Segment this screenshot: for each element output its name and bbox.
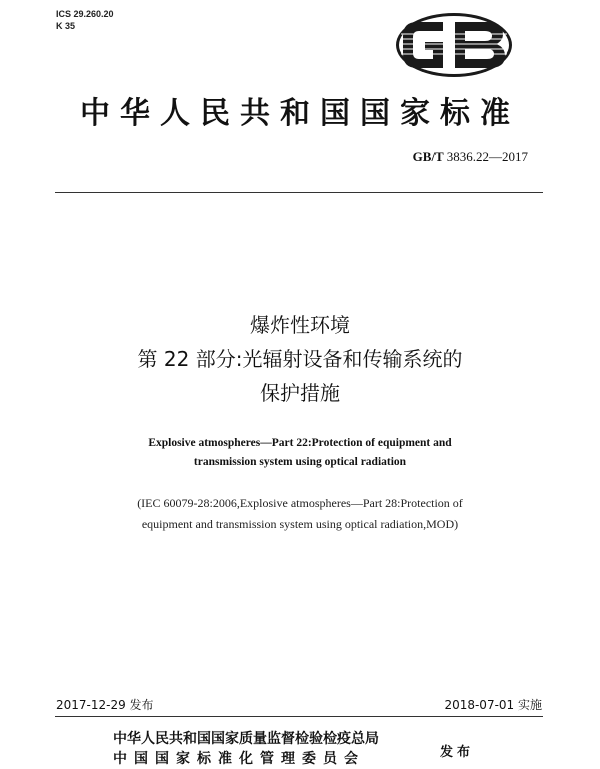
chinese-title xyxy=(0,308,600,410)
issue-date: 2017-12-29 发布 xyxy=(56,698,154,712)
standard-code-prefix: GB/T xyxy=(412,149,444,164)
chinese-title-line-3: 保护措施 xyxy=(260,381,340,405)
standard-number xyxy=(413,149,528,165)
issuer-sac: 中国国家标准化管理委员会 xyxy=(113,751,365,767)
issuer-aqsiq: 中华人民共和国国家质量监督检验检疫总局 xyxy=(113,731,379,747)
ccs-code: K 35 xyxy=(56,21,76,31)
english-title-line-1: Explosive atmospheres—Part 22:Protection of equipment and xyxy=(148,437,452,449)
english-title xyxy=(0,434,600,472)
issued-label: 发布 xyxy=(440,745,475,760)
adoption-note-line-1: (IEC 60079-28:2006,Explosive atmospheres—Part 28:Protection of xyxy=(137,496,463,510)
issuing-organizations xyxy=(113,729,379,769)
chinese-title-line-1: 爆炸性环境 xyxy=(250,313,350,337)
classification-codes xyxy=(56,8,114,32)
adoption-note xyxy=(0,493,600,535)
adoption-note-line-2: equipment and transmission system using optical radiation,MOD) xyxy=(141,517,459,531)
standard-type-title: 中华人民共和国国家标准 xyxy=(80,96,520,131)
chinese-title-line-2: 第 22 部分:光辐射设备和传输系统的 xyxy=(137,347,463,371)
standard-code-number: 3836.22—2017 xyxy=(446,149,528,164)
bottom-divider xyxy=(55,716,543,717)
english-title-line-2: transmission system using optical radiation xyxy=(193,456,407,468)
ics-code: ICS 29.260.20 xyxy=(56,9,114,19)
implementation-date: 2018-07-01 实施 xyxy=(444,698,542,712)
gb-logo xyxy=(395,12,513,78)
top-divider xyxy=(55,192,543,193)
